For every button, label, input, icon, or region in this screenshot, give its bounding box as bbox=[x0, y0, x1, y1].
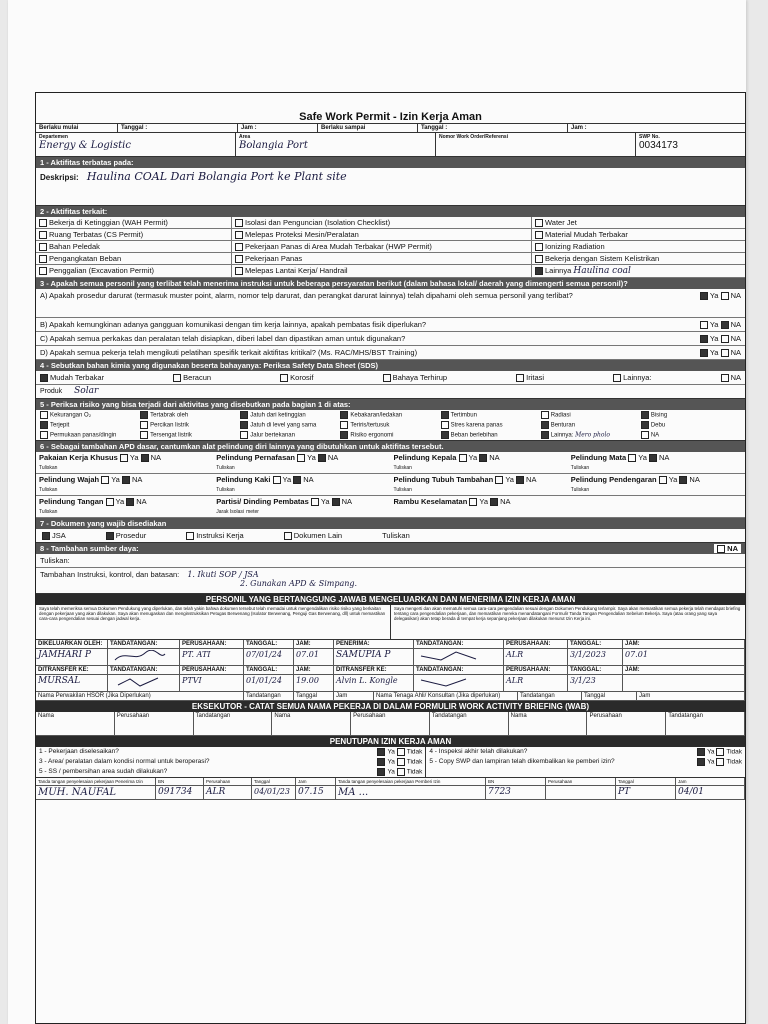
activity-other[interactable]: Lainnya Haulina coal bbox=[532, 265, 746, 278]
checked-box-icon[interactable] bbox=[535, 267, 543, 275]
ppe-grid bbox=[36, 452, 745, 518]
risk-4[interactable]: Tertimbun bbox=[441, 411, 541, 419]
risk-9[interactable]: Jatuh di level yang sama bbox=[240, 421, 340, 429]
section-6-header: 6 - Sebagai tambahan APD dasar, cantumkan alat pelindung diri lainnya yang dibutuhkan untuk aktifitas tersebut. bbox=[36, 441, 745, 452]
transfer2-company-label: PERUSAHAAN: bbox=[504, 666, 568, 675]
ppe-foot[interactable]: Pelindung Kaki Ya NA Tuliskan bbox=[213, 474, 390, 496]
transfer-time: 19.00 bbox=[294, 675, 334, 692]
closing-company: ALR bbox=[204, 786, 252, 800]
issuer-signature-label: TANDATANGAN: bbox=[108, 640, 180, 649]
closing-q4[interactable]: 4 - Inspeksi akhir telah dilakukan? Ya Tidak bbox=[429, 748, 742, 756]
section-2-grid bbox=[36, 217, 745, 278]
exec-col-name-3: Nama bbox=[509, 712, 588, 736]
safe-work-permit-form bbox=[35, 92, 746, 1024]
chemical-inhalation[interactable]: Bahaya Terhirup bbox=[383, 373, 447, 382]
closing-issuer-extra bbox=[546, 786, 616, 800]
risk-13[interactable]: Debu bbox=[641, 421, 741, 429]
activity-explosives[interactable]: Bahan Peledak bbox=[36, 241, 232, 253]
risk-0[interactable]: Kekurangan O₂ bbox=[40, 411, 140, 419]
transfer2-name: Alvin L. Kongle bbox=[334, 675, 414, 692]
expert-signature-label: Tandatangan bbox=[518, 692, 582, 701]
receiver-signature bbox=[414, 649, 504, 666]
exec-col-company-2: Perusahaan bbox=[351, 712, 430, 736]
closing-issuer-bn: 7723 bbox=[486, 786, 546, 800]
ppe-hand[interactable]: Pelindung Tangan Ya NA Tuliskan bbox=[36, 496, 213, 518]
risk-6[interactable]: Bising bbox=[641, 411, 741, 419]
risk-1[interactable]: Tertabrak oleh bbox=[140, 411, 240, 419]
risk-2[interactable]: Jatuh dari ketinggian bbox=[240, 411, 340, 419]
product-value: Solar bbox=[74, 386, 99, 397]
hsor-time-label: Jam bbox=[334, 692, 374, 701]
valid-from-time-label: Jam : bbox=[238, 124, 318, 132]
closing-issuer-date-label: Tanggal bbox=[616, 778, 676, 786]
transfer-name: MURSAL bbox=[36, 675, 108, 692]
ppe-body[interactable]: Pelindung Tubuh Tambahan Ya NA Tuliskan bbox=[391, 474, 568, 496]
area-cell bbox=[236, 133, 436, 156]
risk-19[interactable]: Lainnya: Mero pholo bbox=[541, 431, 641, 439]
transfer2-signature-label: TANDATANGAN: bbox=[414, 666, 504, 675]
receiver-company: ALR bbox=[504, 649, 568, 666]
hsor-label: Nama Perwakilan HSOR (Jika Diperlukan) bbox=[36, 692, 244, 701]
ppe-special-clothing[interactable]: Pakaian Kerja Khusus Ya NA Tuliskan bbox=[36, 452, 213, 474]
doc-procedure[interactable]: Prosedur bbox=[106, 531, 146, 540]
valid-from-label: Berlaku mulai bbox=[36, 124, 118, 132]
swp-cell bbox=[636, 133, 681, 156]
transfer2-date: 3/1/23 bbox=[568, 675, 623, 692]
chemical-other[interactable]: Lainnya: bbox=[613, 373, 651, 382]
risk-other-value: Mero pholo bbox=[575, 431, 610, 439]
work-order-label: Nomor Work Order/Referensi bbox=[439, 134, 509, 140]
expert-label: Nama Tenaga Ahli/ Konsultan (Jika diperlukan) bbox=[374, 692, 518, 701]
activity-flammable[interactable]: Material Mudah Terbakar bbox=[532, 229, 746, 241]
activity-excavation[interactable]: Penggalian (Excavation Permit) bbox=[36, 265, 232, 278]
hsor-signature-label: Tandatangan bbox=[244, 692, 294, 701]
transfer-date: 01/01/24 bbox=[244, 675, 294, 692]
question-d-answer[interactable]: Ya NA bbox=[700, 348, 741, 357]
question-a-answer[interactable]: Ya NA bbox=[700, 291, 741, 315]
section-1-header: 1 - Aktifitas terbatas pada: bbox=[36, 157, 745, 168]
risk-grid bbox=[36, 410, 745, 441]
chemicals-row bbox=[36, 371, 745, 385]
question-c bbox=[36, 332, 745, 346]
ppe-empty-cell bbox=[568, 496, 745, 518]
activity-hot-work-permit[interactable]: Pekerjaan Panas di Area Mudah Terbakar (HWP Permit) bbox=[232, 241, 532, 253]
question-d-text: D) Apakah semua pekerja telah mengikuti pelatihan spesifik terkait aktifitas kritikal? (Ms. RAC/MHS/BST Training) bbox=[40, 348, 418, 358]
question-b-text: B) Apakah kemungkinan adanya gangguan komunikasi dengan tim kerja lainnya, apakah pembatas fisik diperlukan? bbox=[40, 320, 427, 330]
ppe-eye[interactable]: Pelindung Mata Ya NA Tuliskan bbox=[568, 452, 745, 474]
receiver-name: SAMUPIA P bbox=[334, 649, 414, 666]
activity-lifting[interactable]: Pengangkatan Beban bbox=[36, 253, 232, 265]
risk-16[interactable]: Jalur bertekanan bbox=[240, 431, 340, 439]
receiver-time-label: JAM: bbox=[623, 640, 745, 649]
ppe-face[interactable]: Pelindung Wajah Ya NA Tuliskan bbox=[36, 474, 213, 496]
transfer2-company: ALR bbox=[504, 675, 568, 692]
description-label: Deskripsi: bbox=[40, 173, 79, 182]
transfer-to-label: DITRANSFER KE: bbox=[36, 666, 108, 675]
risk-10[interactable]: Teriris/tertusuk bbox=[340, 421, 440, 429]
department-cell bbox=[36, 133, 236, 156]
description-value: Haulina COAL Dari Bolangia Port ke Plant site bbox=[86, 170, 347, 183]
closing-issuer-name: MA ... bbox=[336, 786, 486, 800]
chemical-toxic[interactable]: Beracun bbox=[173, 373, 211, 382]
question-c-answer[interactable]: Ya NA bbox=[700, 334, 741, 343]
product-label: Produk bbox=[40, 388, 63, 396]
doc-work-instruction[interactable]: Instruksi Kerja bbox=[186, 531, 244, 540]
closing-issuer-company: PT bbox=[616, 786, 676, 800]
checkbox-icon[interactable] bbox=[535, 255, 543, 263]
department-value: Energy & Logistic bbox=[39, 140, 131, 151]
question-a bbox=[36, 289, 745, 318]
closing-date: 04/01/23 bbox=[252, 786, 296, 800]
risk-12[interactable]: Benturan bbox=[541, 421, 641, 429]
valid-until-label: Berlaku sampai bbox=[318, 124, 418, 132]
closing-q1[interactable]: 1 - Pekerjaan diselesaikan? Ya Tidak bbox=[39, 748, 423, 756]
activity-wah[interactable]: Bekerja di Ketinggian (WAH Permit) bbox=[36, 217, 232, 229]
risk-8[interactable]: Percikan listrik bbox=[140, 421, 240, 429]
instructions-line-2: 2. Gunakan APD & Simpang. bbox=[240, 579, 358, 589]
receiver-date-label: TANGGAL: bbox=[568, 640, 623, 649]
transfer2-date-label: TANGGAL: bbox=[568, 666, 623, 675]
ppe-respiratory[interactable]: Pelindung Pernafasan Ya NA Tuliskan bbox=[213, 452, 390, 474]
chemical-na[interactable]: NA bbox=[721, 373, 741, 382]
issuer-name: JAMHARI P bbox=[36, 649, 108, 666]
section-3-header: 3 - Apakah semua personil yang terlibat telah menerima instruksi untuk beberapa persyaratan berikut (dalam bahasa lokal/ daerah yang dimengerti semua personil)? bbox=[36, 278, 745, 289]
activity-machine-guard[interactable]: Melepas Proteksi Mesin/Peralatan bbox=[232, 229, 532, 241]
risk-14[interactable]: Permukaan panas/dingin bbox=[40, 431, 140, 439]
closing-q3[interactable]: 3 - Area/ peralatan dalam kondisi normal untuk beroperasi? Ya Tidak bbox=[39, 758, 423, 766]
representative-row bbox=[36, 692, 745, 701]
receiver-label: PENERIMA: bbox=[334, 640, 414, 649]
receiver-company-label: PERUSAHAAN: bbox=[504, 640, 568, 649]
department-row bbox=[36, 133, 745, 157]
closing-bn: 091734 bbox=[156, 786, 204, 800]
issuer-company-label: PERUSAHAAN: bbox=[180, 640, 244, 649]
checkbox-icon[interactable] bbox=[39, 255, 47, 263]
issuer-time: 07.01 bbox=[294, 649, 334, 666]
exec-col-company-1: Perusahaan bbox=[115, 712, 194, 736]
exec-col-signature-1: Tandatangan bbox=[194, 712, 273, 736]
risk-na[interactable]: NA bbox=[641, 431, 741, 439]
valid-until-time-label: Jam : bbox=[571, 125, 587, 131]
issued-by-label: DIKELUARKAN OLEH: bbox=[36, 640, 108, 649]
expert-time-label: Jam bbox=[637, 692, 745, 701]
ppe-partition[interactable]: Partisi/ Dinding Pembatas Ya NA Jarak Isolasi meter bbox=[213, 496, 390, 518]
activity-radiation[interactable]: Ionizing Radiation bbox=[532, 241, 746, 253]
question-b bbox=[36, 318, 745, 332]
transfer-signature-label: TANDATANGAN: bbox=[108, 666, 180, 675]
activity-electrical[interactable]: Bekerja dengan Sistem Kelistrikan bbox=[532, 253, 746, 265]
work-order-cell bbox=[436, 133, 636, 156]
risk-15[interactable]: Tersengat listrik bbox=[140, 431, 240, 439]
closing-company-label: Perusahaan bbox=[204, 778, 252, 786]
risk-11[interactable]: Stres karena panas bbox=[441, 421, 541, 429]
activity-handrail[interactable]: Melepas Lantai Kerja/ Handrail bbox=[232, 265, 532, 278]
personnel-header: PERSONIL YANG BERTANGGUNG JAWAB MENGELUARKAN DAN MENERIMA IZIN KERJA AMAN bbox=[36, 594, 745, 605]
chemical-irritant[interactable]: Iritasi bbox=[516, 373, 544, 382]
question-a-text: A) Apakah prosedur darurat (termasuk muster point, alarm, nomor telp darurat, dan perangkat darurat lainnya) telah dipahami oleh semua personil yang terlibat? bbox=[40, 291, 573, 301]
closing-q5[interactable]: 5 - SS / pembersihan area sudah dilakukan? Ya Tidak bbox=[39, 768, 423, 776]
transfer2-signature bbox=[414, 675, 504, 692]
section-5-header: 5 - Periksa risiko yang bisa terjadi dari aktivitas yang disebutkan pada bagian 1 di atas: bbox=[36, 399, 745, 410]
question-c-text: C) Apakah semua perkakas dan peralatan telah disiapkan, diberi label dan dipastikan aman untuk digunakan? bbox=[40, 334, 406, 344]
department-label: Departemen bbox=[39, 134, 68, 140]
resource-tuliskan: Tuliskan: bbox=[36, 554, 745, 568]
issuer-statement: Saya telah memeriksa semua Dokumen Pendukung yang diperlukan, dan telah yakin bahwa dokumen tersebut telah memadai untuk mengendalikan risiko risiko yang berkaitan dengan pekerjaan yang akan dilakukan. Saya akan menugaskan dan menginstruksikan Petugas Berwenang (Isolator Berwenang, Penguji Gas Berwenang, dll) untuk memastikan cara-cara pengendalian sesuai dengan jadwal kerja. bbox=[36, 605, 391, 639]
closing-issuer-bn-label: BN bbox=[486, 778, 546, 786]
risk-5[interactable]: Radiasi bbox=[541, 411, 641, 419]
checkbox-icon[interactable] bbox=[39, 219, 47, 227]
receiver-signature-label: TANDATANGAN: bbox=[414, 640, 504, 649]
checkbox-icon[interactable] bbox=[535, 219, 543, 227]
hsor-date-label: Tanggal bbox=[294, 692, 334, 701]
checkbox-icon[interactable] bbox=[39, 267, 47, 275]
exec-col-company-3: Perusahaan bbox=[587, 712, 666, 736]
issuer-company: PT. ATI bbox=[180, 649, 244, 666]
activity-confined-space[interactable]: Ruang Terbatas (CS Permit) bbox=[36, 229, 232, 241]
closing-issuer-sig-label: Tanda tangan penyelesaian pekerjaan Pemberi Izin bbox=[336, 778, 486, 786]
closing-signature-grid bbox=[36, 778, 745, 800]
exec-col-name-1: Nama bbox=[36, 712, 115, 736]
risk-7[interactable]: Terjepit bbox=[40, 421, 140, 429]
instructions-row bbox=[36, 568, 745, 594]
issuer-date: 07/01/24 bbox=[244, 649, 294, 666]
closing-right bbox=[426, 747, 745, 777]
product-row bbox=[36, 385, 745, 399]
checkbox-icon[interactable] bbox=[235, 243, 243, 251]
ppe-hearing[interactable]: Pelindung Pendengaran Ya NA Tuliskan bbox=[568, 474, 745, 496]
closing-issuer-date: 04/01 bbox=[676, 786, 745, 800]
issue-signature-grid bbox=[36, 640, 745, 692]
section-4-header: 4 - Sebutkan bahan kimia yang digunakan beserta bahayanya: Periksa Safety Data Sheet (SDS) bbox=[36, 360, 745, 371]
exec-col-name-2: Nama bbox=[272, 712, 351, 736]
doc-other[interactable]: Dokumen Lain bbox=[284, 531, 342, 540]
ppe-head[interactable]: Pelindung Kepala Ya NA Tuliskan bbox=[391, 452, 568, 474]
validity-row bbox=[36, 123, 745, 133]
chemical-flammable[interactable]: Mudah Terbakar bbox=[40, 373, 104, 382]
activity-water-jet[interactable]: Water Jet bbox=[532, 217, 746, 229]
checkbox-icon[interactable] bbox=[535, 231, 543, 239]
transfer-signature bbox=[108, 675, 180, 692]
checkbox-icon[interactable] bbox=[235, 231, 243, 239]
closing-bn-label: BN bbox=[156, 778, 204, 786]
closing-header: PENUTUPAN IZIN KERJA AMAN bbox=[36, 736, 745, 747]
closing-receiver-sig-label: Tanda tangan penyelesaian pekerjaan Penerima Izin bbox=[36, 778, 156, 786]
transfer2-to-label: DITRANSFER KE: bbox=[334, 666, 414, 675]
instructions-line-1: 1. Ikuti SOP / JSA bbox=[187, 570, 259, 580]
section-8-header bbox=[36, 543, 745, 554]
closing-receiver-name: MUH. NAUFAL bbox=[36, 786, 156, 800]
question-b-answer[interactable]: Ya NA bbox=[700, 320, 741, 329]
closing-date-label: Tanggal bbox=[252, 778, 296, 786]
area-label: Area bbox=[239, 134, 251, 140]
doc-write-in: Tuliskan bbox=[382, 531, 410, 541]
checkbox-icon[interactable] bbox=[39, 231, 47, 239]
valid-until-date-label: Tanggal : bbox=[418, 124, 568, 132]
checkbox-icon[interactable] bbox=[39, 243, 47, 251]
area-value: Bolangia Port bbox=[239, 140, 308, 151]
checkbox-icon[interactable] bbox=[235, 267, 243, 275]
closing-issuer-time-label: Jam bbox=[676, 778, 745, 786]
checkbox-icon[interactable] bbox=[535, 243, 543, 251]
chemical-corrosive[interactable]: Korosif bbox=[280, 373, 313, 382]
checkbox-icon[interactable] bbox=[235, 219, 243, 227]
exec-col-signature-3: Tandatangan bbox=[666, 712, 745, 736]
section-8-na[interactable]: NA bbox=[714, 544, 741, 553]
exec-col-signature-2: Tandatangan bbox=[430, 712, 509, 736]
closing-time-label: Jam bbox=[296, 778, 336, 786]
closing-questions bbox=[36, 747, 745, 778]
issuer-date-label: TANGGAL: bbox=[244, 640, 294, 649]
risk-17[interactable]: Risiko ergonomi bbox=[340, 431, 440, 439]
transfer-date-label: TANGGAL: bbox=[244, 666, 294, 675]
checkbox-icon[interactable] bbox=[235, 255, 243, 263]
instructions-label: Tambahan Instruksi, kontrol, dan batasan: bbox=[40, 570, 180, 580]
risk-3[interactable]: Kebakaran/ledakan bbox=[340, 411, 440, 419]
closing-left bbox=[36, 747, 426, 777]
receiver-statement: Saya mengerti dan akan mematuhi semua cara-cara pengendalian sesuai dengan Dokumen Pendukung terlampir. Saya akan memastikan semua pekerja telah mendapat briefing tentang cara pengendalian pekerjaan, dan memastikan mereka menandatangani Formulir Tanda Tangan Pengendalian Sebelum Bekerja. Saya (atau orang yang saya delegasikan) akan tetap berada di tempat kerja sepanjang pekerjaan dilakukan menurut Izin Kerja ini. bbox=[394, 606, 741, 622]
risk-18[interactable]: Beban berlebihan bbox=[441, 431, 541, 439]
swp-number: 0034173 bbox=[639, 140, 678, 151]
executor-header: EKSEKUTOR - CATAT SEMUA NAMA PEKERJA DI DALAM FORMULIR WORK ACTIVITY BRIEFING (WAB) bbox=[36, 701, 745, 712]
section-1-body bbox=[36, 168, 745, 206]
transfer-time-label: JAM: bbox=[294, 666, 334, 675]
section-8-title: 8 - Tambahan sumber daya: bbox=[40, 544, 139, 554]
closing-q6[interactable]: 5 - Copy SWP dan lampiran telah dikembalikan ke pemberi izin? Ya Tidak bbox=[429, 758, 742, 766]
transfer2-time bbox=[623, 675, 745, 692]
activity-other-value: Haulina coal bbox=[573, 266, 631, 277]
closing-time: 07.15 bbox=[296, 786, 336, 800]
question-d bbox=[36, 346, 745, 360]
activity-hot-work[interactable]: Pekerjaan Panas bbox=[232, 253, 532, 265]
transfer-company-label: PERUSAHAAN: bbox=[180, 666, 244, 675]
expert-date-label: Tanggal bbox=[582, 692, 637, 701]
swp-label: SWP No. bbox=[639, 134, 660, 140]
receiver-date: 3/1/2023 bbox=[568, 649, 623, 666]
doc-jsa[interactable]: JSA bbox=[42, 531, 66, 540]
section-7-header: 7 - Dokumen yang wajib disediakan bbox=[36, 518, 745, 529]
activity-isolation[interactable]: Isolasi dan Penguncian (Isolation Checklist) bbox=[232, 217, 532, 229]
valid-from-date-label: Tanggal : bbox=[118, 124, 238, 132]
documents-row bbox=[36, 529, 745, 543]
receiver-time: 07.01 bbox=[623, 649, 745, 666]
paper-sheet bbox=[8, 0, 746, 1024]
transfer2-time-label: JAM: bbox=[623, 666, 745, 675]
issuer-time-label: JAM: bbox=[294, 640, 334, 649]
ppe-safety-sign[interactable]: Rambu Keselamatan Ya NA bbox=[391, 496, 568, 518]
personnel-statements bbox=[36, 605, 745, 640]
closing-issuer-company-label: Perusahaan bbox=[546, 778, 616, 786]
form-title: Safe Work Permit - Izin Kerja Aman bbox=[299, 111, 482, 123]
transfer-company: PTVI bbox=[180, 675, 244, 692]
issuer-signature bbox=[108, 649, 180, 666]
executor-grid bbox=[36, 712, 745, 736]
section-2-header: 2 - Aktifitas terkait: bbox=[36, 206, 745, 217]
